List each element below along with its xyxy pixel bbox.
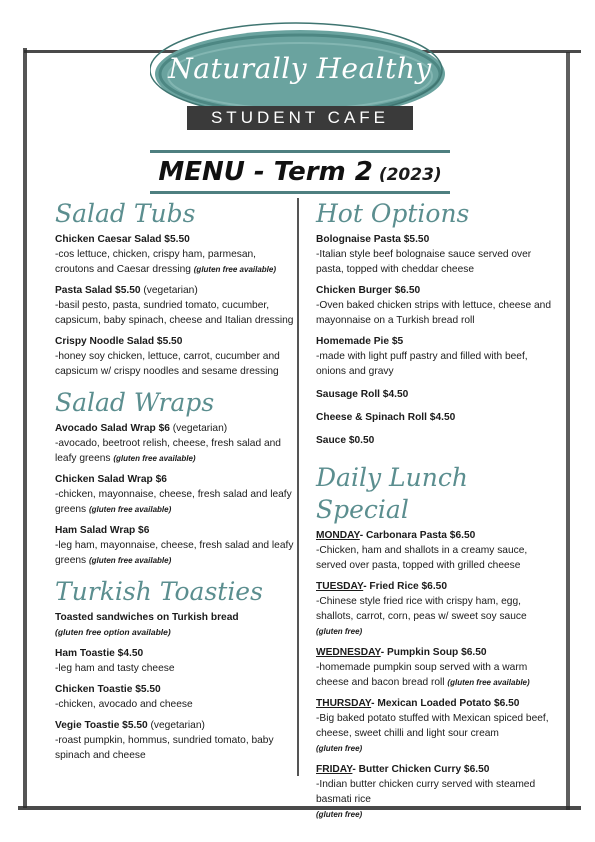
item-name: Chicken Salad Wrap $6 <box>55 474 167 485</box>
item-name <box>55 718 295 733</box>
item-name-text: Vegie Toastie $5.50 <box>55 720 148 731</box>
gluten-note: (gluten free) <box>316 744 363 753</box>
special-name <box>316 696 558 711</box>
item-description <box>55 538 295 568</box>
section-heading-turkish-toasties: Turkish Toasties <box>55 577 263 606</box>
section-heading-salad-tubs: Salad Tubs <box>55 199 196 228</box>
item-description <box>55 247 295 277</box>
item-description: -Chinese style fried rice with crispy ham, egg, shallots, carrot, corn, peas w/ sweet soy sauce <box>316 596 527 622</box>
special-item <box>316 762 558 822</box>
item-description: -chicken, avocado and cheese <box>55 699 193 710</box>
special-dish: - Mexican Loaded Potato $6.50 <box>371 698 520 709</box>
intro-text: Toasted sandwiches on Turkish bread <box>55 612 239 623</box>
section-intro <box>55 610 295 640</box>
item-description: -made with light puff pastry and filled with beef, onions and gravy <box>316 351 528 377</box>
special-dish: - Butter Chicken Curry $6.50 <box>352 764 490 775</box>
gluten-note: (gluten free available) <box>193 265 277 274</box>
special-name <box>316 762 558 777</box>
gluten-note: (gluten free option available) <box>55 627 171 637</box>
menu-item <box>55 334 295 379</box>
special-name <box>316 645 558 660</box>
item-desc-text: -leg ham, mayonnaise, cheese, fresh salad and leafy greens <box>55 540 294 566</box>
special-dish: - Carbonara Pasta $6.50 <box>359 530 476 541</box>
section-heading-daily-lunch-special: Daily Lunch Special <box>316 463 468 524</box>
gluten-note: (gluten free available) <box>89 505 172 514</box>
item-name: Sausage Roll $4.50 <box>316 389 409 400</box>
logo-title: Naturally Healthy <box>168 52 432 85</box>
menu-title-main: MENU - Term 2 <box>158 157 373 187</box>
item-name: Chicken Burger $6.50 <box>316 285 421 296</box>
menu-item <box>316 283 558 328</box>
frame-right-stroke <box>566 52 570 810</box>
item-tag: (vegetarian) <box>143 285 198 296</box>
item-description: -Oven baked chicken strips with lettuce, cheese and mayonnaise on a Turkish bread roll <box>316 300 552 326</box>
menu-item <box>55 682 295 712</box>
item-description <box>55 436 295 466</box>
item-description: -Indian butter chicken curry served with steamed basmati rice <box>316 779 536 805</box>
item-desc-text: -avocado, beetroot relish, cheese, fresh salad and leafy greens <box>55 438 281 464</box>
special-item <box>316 696 558 756</box>
menu-item <box>316 410 558 425</box>
item-name: Crispy Noodle Salad $5.50 <box>55 336 183 347</box>
item-name <box>55 421 295 436</box>
menu-item <box>316 387 558 402</box>
item-name: Sauce $0.50 <box>316 435 375 446</box>
day-label: FRIDAY <box>316 764 353 775</box>
item-name: Chicken Toastie $5.50 <box>55 684 161 695</box>
item-name: Bolognaise Pasta $5.50 <box>316 234 430 245</box>
special-name <box>316 579 558 594</box>
special-item <box>316 579 558 639</box>
item-description: -Chicken, ham and shallots in a creamy sauce, served over pasta, topped with grilled cheese <box>316 545 528 571</box>
item-desc-text: -chicken, mayonnaise, cheese, fresh salad and leafy greens <box>55 489 292 515</box>
special-dish: - Pumpkin Soup $6.50 <box>380 647 487 658</box>
item-description: -Italian style beef bolognaise sauce served over pasta, topped with cheddar cheese <box>316 249 532 275</box>
special-item <box>316 645 558 690</box>
logo-subtitle: STUDENT CAFE <box>187 106 413 130</box>
item-name-text: Avocado Salad Wrap $6 <box>55 423 170 434</box>
item-name: Homemade Pie $5 <box>316 336 404 347</box>
gluten-note: (gluten free available) <box>113 454 196 463</box>
item-description: -honey soy chicken, lettuce, carrot, cucumber and capsicum w/ crispy noodles and sesame dressing <box>55 351 280 377</box>
gluten-note: (gluten free available) <box>89 556 172 565</box>
frame-left-stroke <box>23 48 27 808</box>
gluten-note: (gluten free) <box>316 627 363 636</box>
day-label: WEDNESDAY <box>316 647 381 658</box>
cafe-logo <box>150 20 450 136</box>
section-heading-salad-wraps: Salad Wraps <box>55 388 215 417</box>
special-item <box>316 528 558 573</box>
menu-item <box>316 433 558 448</box>
item-description: -Big baked potato stuffed with Mexican spiced beef, cheese, sweet chilli and light sour cream <box>316 713 549 739</box>
special-dish: - Fried Rice $6.50 <box>363 581 447 592</box>
right-column <box>316 198 558 828</box>
special-name <box>316 528 558 543</box>
menu-item <box>55 472 295 517</box>
item-tag: (vegetarian) <box>172 423 228 434</box>
menu-item <box>55 421 295 466</box>
menu-item <box>316 334 558 379</box>
day-label: MONDAY <box>316 530 360 541</box>
item-name: Cheese & Spinach Roll $4.50 <box>316 412 456 423</box>
item-description: -roast pumpkin, hommus, sundried tomato, baby spinach and cheese <box>55 735 274 761</box>
day-label: TUESDAY <box>316 581 364 592</box>
item-description <box>55 487 295 517</box>
day-label: THURSDAY <box>316 698 372 709</box>
item-description: -basil pesto, pasta, sundried tomato, cucumber, capsicum, baby spinach, cheese and Italian dressing <box>55 300 294 326</box>
menu-title <box>150 150 450 194</box>
item-desc-text: -homemade pumpkin soup served with a warm cheese and bacon bread roll <box>316 662 528 688</box>
section-heading-hot-options: Hot Options <box>316 199 470 228</box>
menu-item <box>55 718 295 763</box>
item-desc-text: -cos lettuce, chicken, crispy ham, parmesan, croutons and Caesar dressing <box>55 249 256 275</box>
item-name <box>55 283 295 298</box>
gluten-note: (gluten free) <box>316 810 363 819</box>
item-name: Ham Salad Wrap $6 <box>55 525 150 536</box>
gluten-note: (gluten free available) <box>447 678 530 687</box>
menu-item <box>55 283 295 328</box>
item-description <box>316 660 558 690</box>
menu-item <box>55 646 295 676</box>
menu-item <box>55 523 295 568</box>
item-name: Chicken Caesar Salad $5.50 <box>55 234 190 245</box>
left-column <box>55 198 295 769</box>
menu-item <box>55 232 295 277</box>
menu-item <box>316 232 558 277</box>
item-description: -leg ham and tasty cheese <box>55 663 175 674</box>
item-name-text: Pasta Salad $5.50 <box>55 285 141 296</box>
column-divider <box>297 198 299 776</box>
item-name: Ham Toastie $4.50 <box>55 648 144 659</box>
menu-title-year: (2023) <box>378 165 442 185</box>
item-tag: (vegetarian) <box>150 720 205 731</box>
